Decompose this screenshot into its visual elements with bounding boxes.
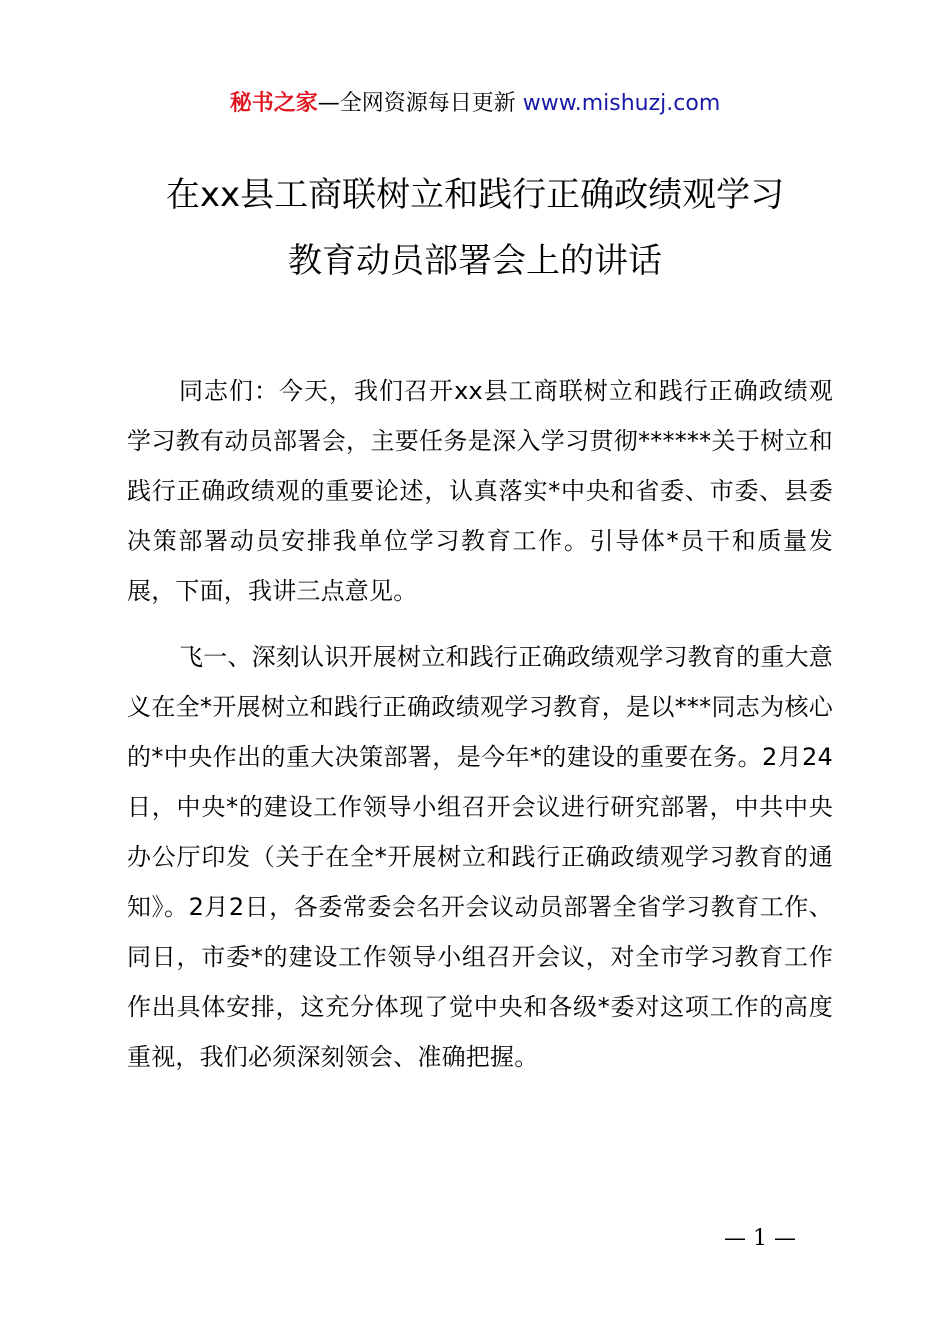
- title-line-1: 在xx县工商联树立和践行正确政绩观学习: [165, 175, 785, 215]
- document-title: [100, 162, 850, 294]
- paragraph-opening: 同志们：今天，我们召开xx县工商联树立和践行正确政绩观学习教有动员部署会，主要任务是深入学习贯彻******关于树立和践行正确政绩观的重要论述，认真落实*中央和省委、市委、县委决策部署动员安排我单位学习教育工作。引导体*员干和质量发展，下面，我讲三点意见。: [127, 377, 833, 605]
- brand-name: 秘书之家: [229, 91, 318, 116]
- site-header: [0, 88, 950, 120]
- title-line-2: 教育动员部署会上的讲话: [288, 241, 662, 281]
- paragraph-section-one: 飞一、深刻认识开展树立和践行正确政绩观学习教育的重大意义在全*开展树立和践行正确政绩观学习教育，是以***同志为核心的*中央作出的重大决策部署，是今年*的建设的重要在务。2月24日，中央*的建设工作领导小组召开会议进行研究部署，中共中央办公厅印发（关于在全*开展树立和践行正确政绩观学习教育的通知》。2月2日，各委常委会名开会议动员部署全省学习教育工作、同日，市委*的建设工作领导小组召开会议，对全市学习教育工作作出具体安排，这充分体现了觉中央和各级*委对这项工作的高度重视，我们必须深刻领会、准确把握。: [127, 643, 833, 1071]
- header-tagline: —全网资源每日更新: [317, 91, 523, 116]
- website-link[interactable]: www.mishuzj.com: [522, 91, 721, 116]
- page-number: — 1 —: [724, 1226, 796, 1251]
- document-body: [127, 366, 833, 1098]
